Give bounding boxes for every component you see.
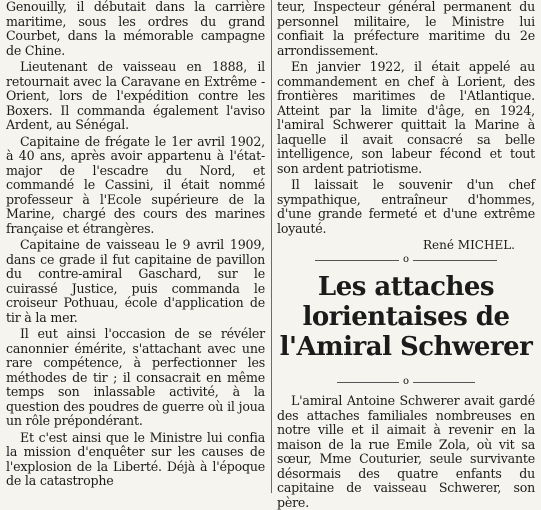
paragraph: Lieutenant de vaisseau en 1888, il retournait avec la Caravane en Extrême - Orient, lors de l'expédition contre les Boxers. Il commanda également l'aviso Ardent, au Sénégal. xyxy=(6,59,265,132)
headline-separator xyxy=(277,376,535,388)
paragraph: En janvier 1922, il était appelé au commandement en chef à Lorient, des frontières maritimes de l'Atlantique. Atteint par la limite d'âge, en 1924, l'amiral Schwerer quittait la Marine à laquelle il avait consacré sa belle intelligence, son labeur fécond et tout son ardent patriotisme. xyxy=(277,59,535,176)
paragraph: Capitaine de frégate le 1er avril 1902, à 40 ans, après avoir appartenu à l'état-major de l'escadre du Nord, et commandé le Cassini, il était nommé professeur à l'Ecole supérieure de la Marine, chargé des cours des marines française et étrangères. xyxy=(6,133,265,236)
paragraph: Il laissait le souvenir d'un chef sympathique, entraîneur d'hommes, d'une grande fermeté et d'une extrême loyauté. xyxy=(277,177,535,236)
left-column xyxy=(6,0,265,489)
separator-glyph: o xyxy=(399,254,413,266)
separator-glyph: o xyxy=(399,376,413,388)
paragraph: Il eut ainsi l'occasion de se révéler canonnier émérite, s'attachant avec une rare compétence, à perfectionner les méthodes de tir ; il consacrait en même temps son inlassable activité, à la question des poudres de guerre où il joua un rôle prépondérant. xyxy=(6,326,265,428)
paragraph: Genouilly, il débutait dans la carrière maritime, sous les ordres du grand Courbet, dans la mémorable campagne de Chine. xyxy=(6,0,265,58)
author-signature: René MICHEL. xyxy=(423,238,515,252)
paragraph: Et c'est ainsi que le Ministre lui confia la mission d'enquêter sur les causes de l'explosion de la Liberté. Déjà à l'époque de la catastrophe xyxy=(6,429,265,488)
column-divider xyxy=(271,0,272,493)
paragraph: teur, Inspecteur général permanent du personnel militaire, le Ministre lui confiait la préfecture maritime du 2e arrondissement. xyxy=(277,0,535,58)
section-separator xyxy=(277,254,535,266)
headline: Les attaches lorientaises de l'Amiral Schwerer xyxy=(279,272,533,362)
paragraph: Capitaine de vaisseau le 9 avril 1909, dans ce grade il fut capitaine de pavillon du contre-amiral Gaschard, sur le cuirassé Justice, puis commanda le croiseur Pothuau, école d'application de tir à la mer. xyxy=(6,237,265,325)
article-paragraph: L'amiral Antoine Schwerer avait gardé des attaches familiales nombreuses en notre ville et il aimait à revenir en la maison de la rue Emile Zola, où vit sa sœur, Mme Couturier, seule survivante désormais des quatre enfants du capitaine de vaisseau Schwerer, son père. xyxy=(277,393,535,510)
right-column xyxy=(277,0,535,510)
